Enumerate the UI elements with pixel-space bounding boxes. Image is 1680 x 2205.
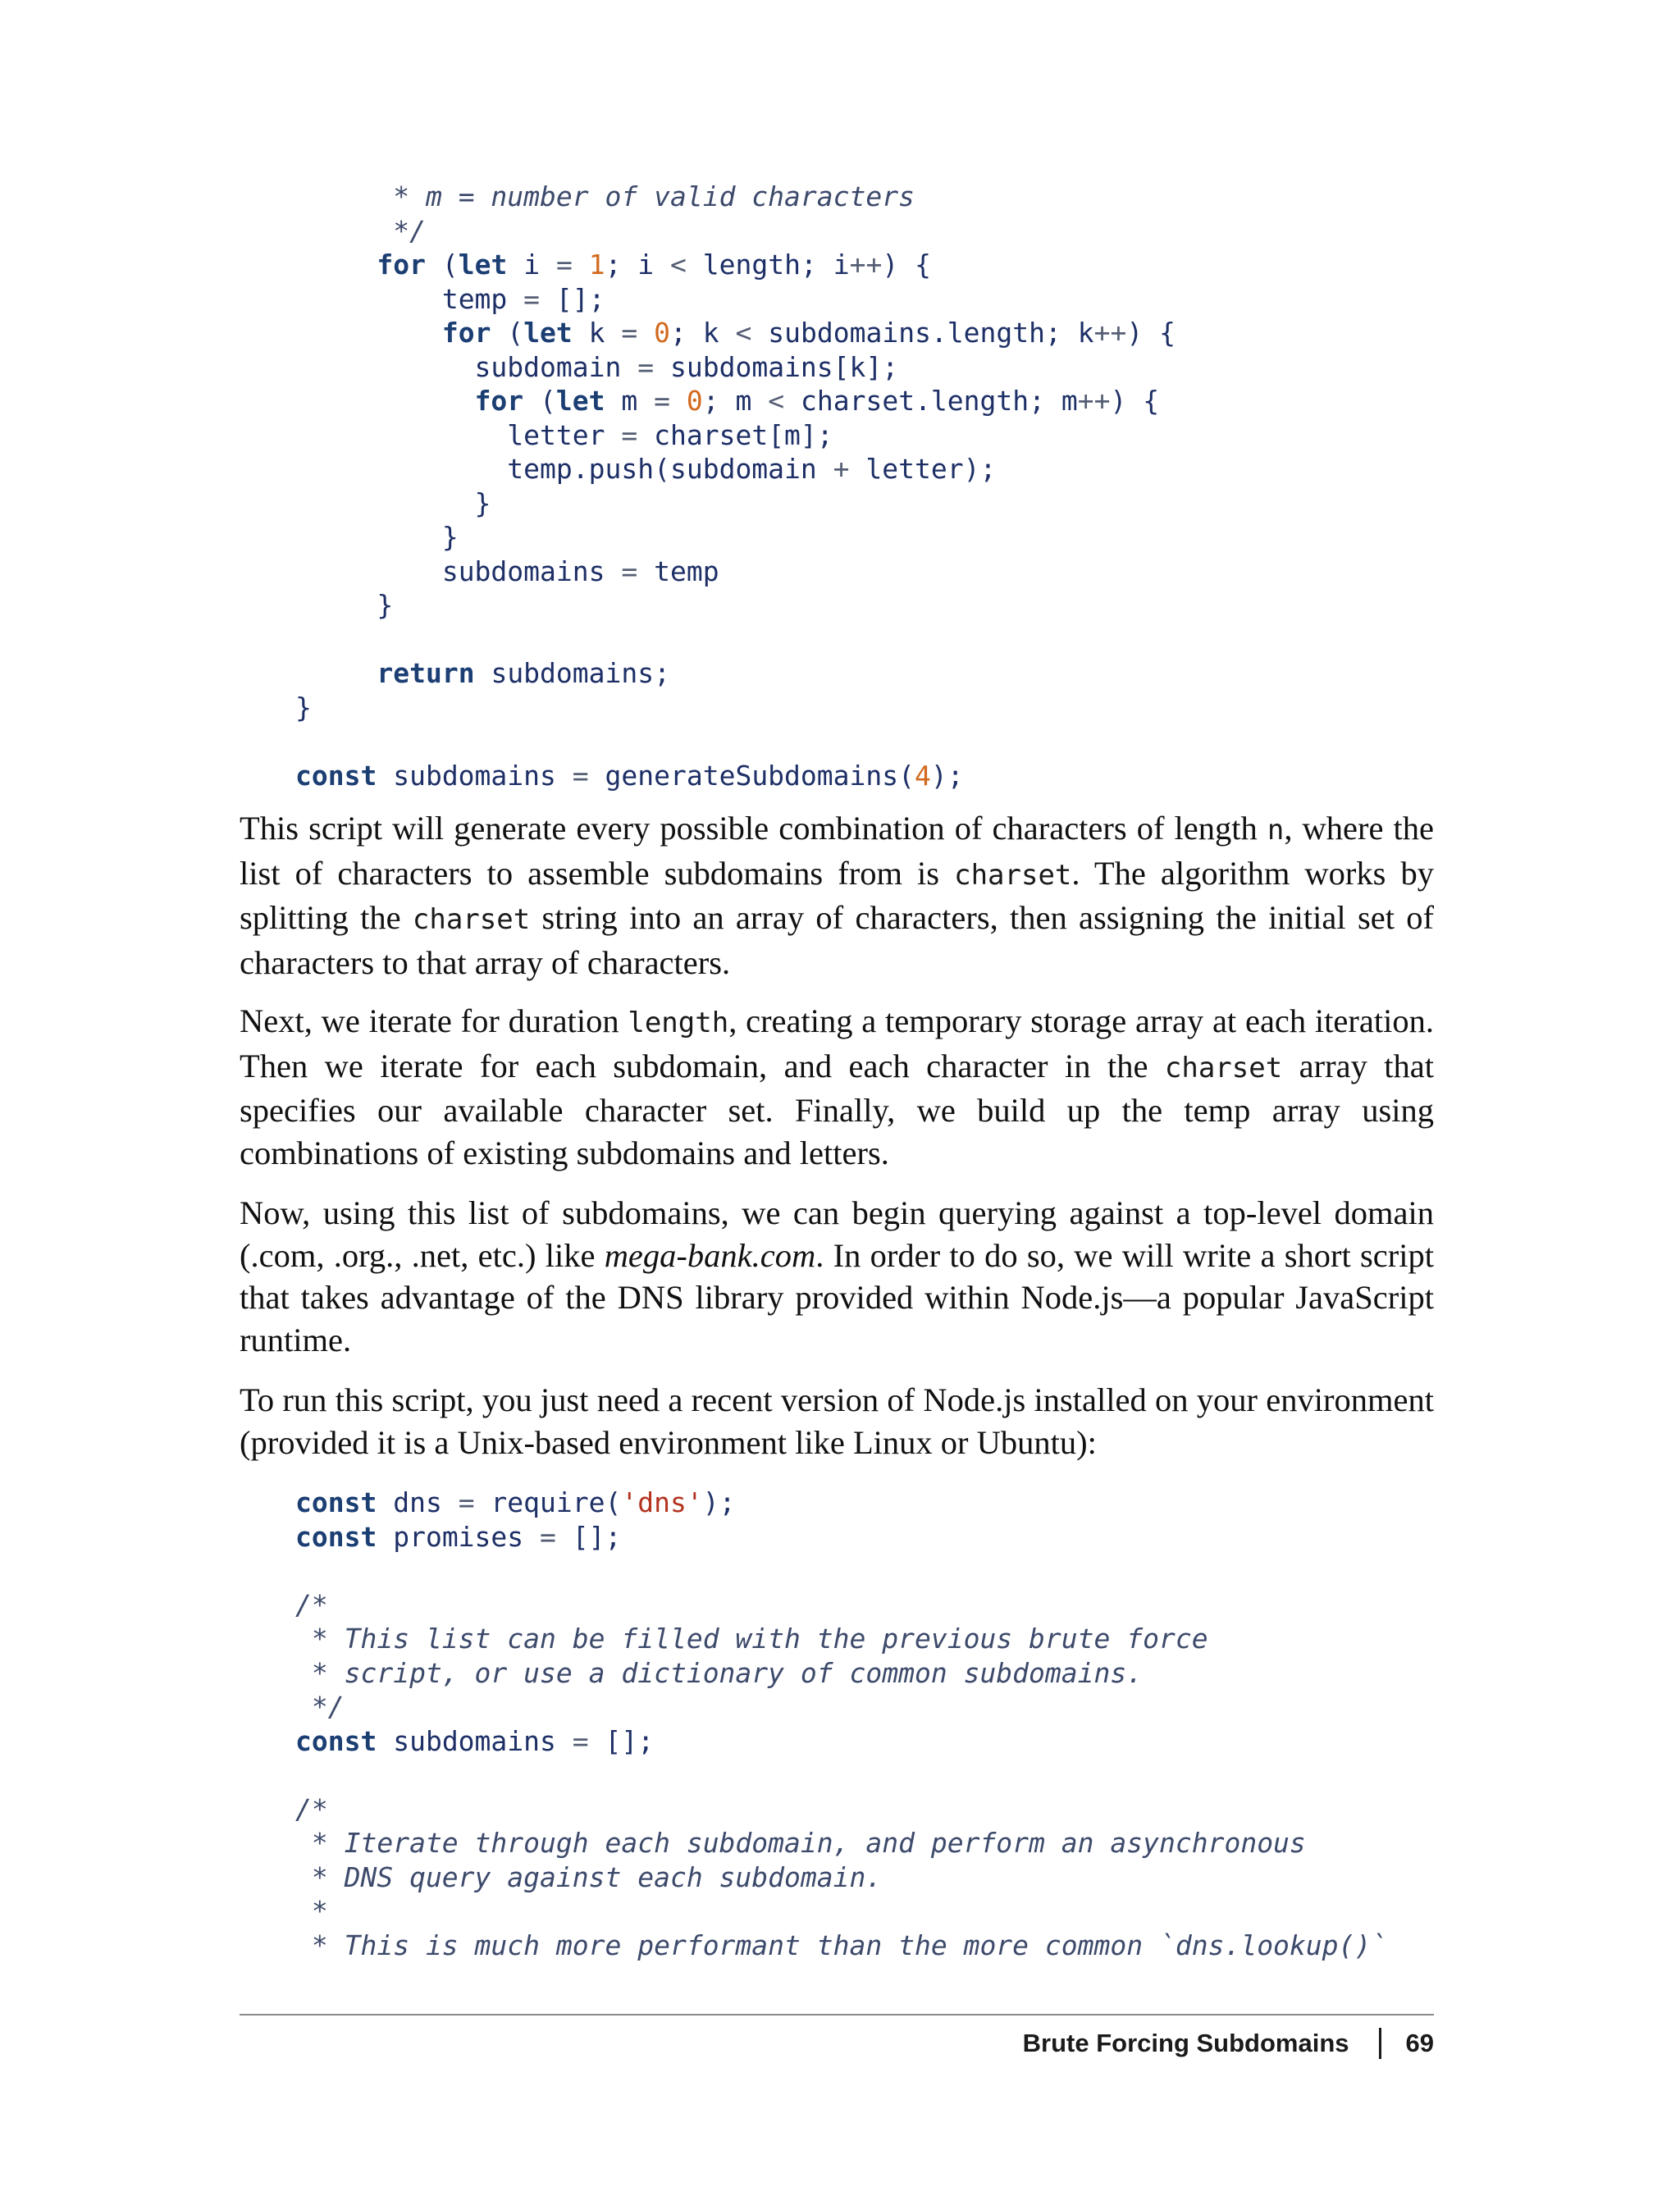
code-token: ; k [670, 317, 736, 349]
code-token: * m = number of valid characters [360, 180, 915, 212]
code-token: ( [491, 317, 524, 349]
code-token: letter [360, 418, 622, 451]
code-line [295, 1724, 1387, 1759]
code-token: const [295, 1486, 377, 1518]
code-line [295, 1554, 1387, 1588]
code-token: for [377, 249, 426, 281]
text-run: array that specifies our available character set. Finally, we build up the temp array using combinations of existing subdomains and letters. [240, 1047, 1435, 1171]
text-run: Next, we iterate for duration [240, 1002, 628, 1039]
code-token: ( [523, 385, 556, 417]
paragraph-dns-querying [240, 1192, 1434, 1361]
text-run: , creating a temporary storage array at each iteration. Then we iterate for each subdomain, and each character in the [240, 1002, 1435, 1084]
code-token: * DNS query against each subdomain. [295, 1860, 883, 1893]
code-line [295, 1690, 1387, 1724]
inline-code: length [628, 1007, 729, 1039]
code-block-dns-script [295, 1486, 1387, 1962]
inline-code: charset [954, 858, 1072, 892]
code-token: = [572, 759, 589, 792]
code-token [360, 317, 441, 349]
code-token: i [507, 249, 556, 281]
code-token: } [360, 521, 459, 553]
code-line [295, 1929, 1387, 1963]
code-token: */ [295, 1691, 345, 1723]
code-line [295, 1860, 1387, 1895]
code-token: < [670, 249, 687, 281]
code-token: = [637, 350, 655, 383]
code-token: subdomains; [474, 657, 670, 689]
code-token: ++ [1093, 317, 1127, 349]
code-line [295, 1758, 1387, 1792]
code-token: = [572, 1724, 589, 1757]
code-line [295, 1826, 1387, 1860]
code-token: subdomains [360, 555, 622, 587]
code-token: let [523, 317, 573, 349]
text-run: Now, using this list of subdomains, we can begin querying against a top-level domain (.com, .org., .net, etc.) like [240, 1194, 1434, 1274]
code-token: = [654, 385, 671, 417]
code-token: length; i [686, 249, 850, 281]
code-token: const [295, 1520, 377, 1553]
code-token: 4 [915, 759, 931, 792]
text-run: string into an array of characters, then assigning the initial set of characters to that array of characters. [240, 899, 1435, 981]
code-token: []; [555, 1520, 622, 1553]
code-token: dns [377, 1486, 459, 1518]
emphasis: mega-bank.com [604, 1236, 816, 1274]
code-token [360, 385, 474, 417]
code-token: ); [702, 1486, 736, 1518]
code-line [295, 1486, 1387, 1520]
code-token: = [621, 418, 638, 451]
code-token: charset.length; m [784, 385, 1078, 417]
code-token: return [377, 657, 475, 689]
code-token: = [458, 1486, 475, 1518]
code-line [295, 418, 1176, 453]
code-token: ; i [605, 249, 671, 281]
paragraph-algorithm-explanation [240, 807, 1434, 984]
page-number: 69 [1405, 2029, 1434, 2057]
code-block-generate-subdomains [295, 180, 1176, 792]
code-line [295, 555, 1176, 589]
code-line [295, 1588, 1387, 1623]
code-token: let [555, 385, 605, 417]
code-token: /* [295, 1792, 328, 1825]
code-token: < [768, 385, 785, 417]
inline-code: n [1267, 814, 1285, 847]
code-line [295, 724, 1176, 759]
paragraph-iteration-explanation [240, 1000, 1434, 1174]
code-token: 'dns' [621, 1486, 703, 1518]
code-token: * This is much more performant than the more common `dns.lookup()` [295, 1929, 1388, 1961]
code-line [295, 1894, 1387, 1929]
code-token: subdomains.length; k [751, 317, 1094, 349]
code-token [573, 249, 589, 281]
code-line [295, 282, 1176, 317]
text-run: . In order to do so, we will write a short script that takes advantage of the DNS library provided within Node.js—a popular JavaScript runtime. [240, 1236, 1434, 1358]
code-line [295, 248, 1176, 282]
code-token [670, 385, 687, 417]
code-token: ++ [1077, 385, 1111, 417]
code-line [295, 1792, 1387, 1827]
footer-section-title: Brute Forcing Subdomains [1022, 2029, 1349, 2057]
code-line [295, 180, 1176, 214]
code-token: 0 [686, 385, 703, 417]
code-token: ) { [882, 249, 931, 281]
code-token: * script, or use a dictionary of common subdomains. [295, 1656, 1144, 1689]
code-token: let [458, 249, 508, 281]
code-token: * Iterate through each subdomain, and perform an asynchronous [295, 1827, 1306, 1859]
inline-code: charset [412, 903, 531, 936]
code-line [295, 452, 1176, 486]
code-line [295, 214, 1176, 249]
text-run: . The algorithm works by splitting the [240, 854, 1434, 936]
code-token: ) { [1110, 385, 1160, 417]
code-token: ; m [702, 385, 769, 417]
code-token: temp [637, 555, 719, 587]
code-token: for [474, 385, 524, 417]
code-token: k [572, 317, 622, 349]
code-line [295, 316, 1176, 350]
code-token: < [735, 317, 752, 349]
code-token [637, 317, 654, 349]
code-line [295, 691, 1176, 725]
code-token: []; [540, 282, 605, 315]
code-token: m [605, 385, 655, 417]
code-line [295, 1622, 1387, 1656]
code-token: + [833, 453, 850, 485]
code-token: = [555, 249, 573, 281]
code-token: = [540, 1520, 556, 1553]
code-line [295, 520, 1176, 555]
code-line [295, 1520, 1387, 1554]
code-token: } [360, 589, 394, 621]
code-line [295, 384, 1176, 418]
code-token: require( [474, 1486, 622, 1518]
code-line [295, 1656, 1387, 1691]
text-run: , where the list of characters to assemble subdomains from is [240, 810, 1434, 892]
code-token [360, 657, 377, 689]
code-token: ) { [1126, 317, 1176, 349]
code-token: []; [588, 1724, 655, 1757]
code-token: = [523, 282, 541, 315]
code-token: promises [377, 1520, 541, 1553]
code-token: ( [425, 249, 459, 281]
code-token: generateSubdomains( [588, 759, 915, 792]
code-token: subdomains[k]; [654, 350, 899, 383]
code-token: temp.push(subdomain [360, 453, 833, 485]
code-token [360, 249, 377, 281]
code-token: subdomains [377, 1724, 573, 1757]
code-token: subdomains [377, 759, 573, 792]
paragraph-run-instructions [240, 1379, 1434, 1463]
code-token: 0 [654, 317, 671, 349]
code-token: ++ [849, 249, 883, 281]
text-run: This script will generate every possible combination of characters of length [240, 810, 1267, 847]
code-token: } [360, 486, 491, 519]
text-run: To run this script, you just need a recent version of Node.js installed on your environment (provided it is a Unix-based environment like Linux or Ubuntu): [240, 1381, 1434, 1461]
code-token: = [621, 317, 638, 349]
footer-rule [240, 2014, 1434, 2016]
code-token: for [441, 317, 491, 349]
code-token: letter); [849, 453, 997, 485]
footer-separator [1379, 2028, 1381, 2059]
code-token: const [295, 759, 377, 792]
code-line [295, 623, 1176, 657]
code-token: * [295, 1895, 328, 1927]
code-token: charset[m]; [637, 418, 833, 451]
code-line [295, 759, 1176, 793]
code-line [295, 486, 1176, 521]
code-token: */ [360, 214, 426, 247]
code-token: 1 [588, 249, 605, 281]
code-token: * This list can be filled with the previous brute force [295, 1623, 1208, 1655]
code-token: } [295, 691, 312, 724]
code-token: ); [930, 759, 964, 792]
code-line [295, 350, 1176, 385]
inline-code: charset [1164, 1051, 1283, 1084]
code-token: = [621, 555, 638, 587]
code-token: subdomain [360, 350, 638, 383]
code-token: /* [295, 1588, 328, 1621]
code-token: const [295, 1724, 377, 1757]
code-token: temp [360, 282, 524, 315]
running-footer [1023, 2028, 1434, 2059]
code-line [295, 656, 1176, 691]
code-line [295, 588, 1176, 623]
